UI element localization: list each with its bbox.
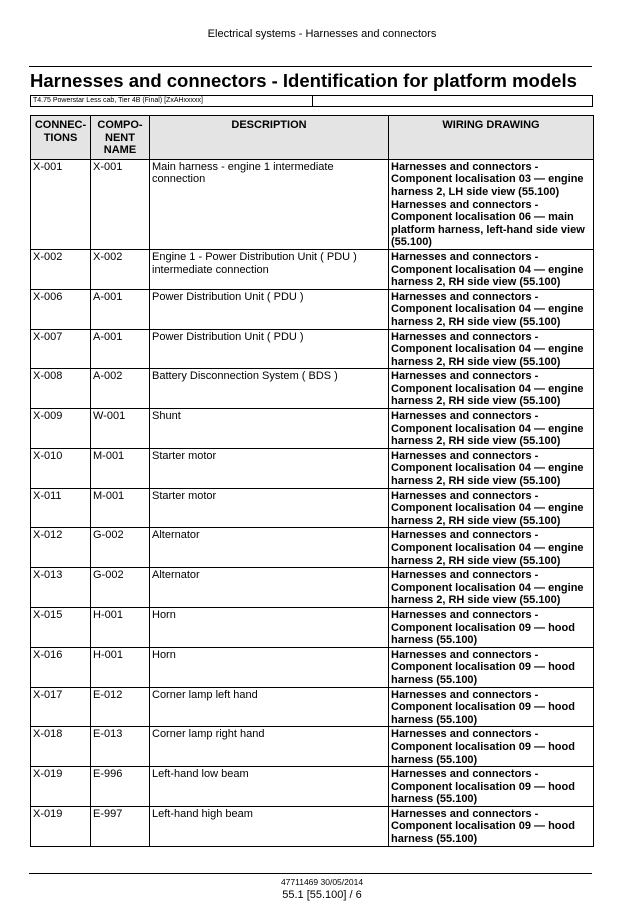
model-box-blank [313, 96, 592, 106]
wiring-drawing-cell: Harnesses and connectors - Component localisation 04 — engine harness 2, RH side view (55.100) [389, 289, 594, 329]
connectors-table [30, 115, 594, 847]
connection-cell: X-002 [31, 249, 91, 289]
header-connections [31, 116, 91, 160]
connection-cell: X-019 [31, 767, 91, 807]
component-cell: E-996 [91, 767, 150, 807]
description-cell: Left-hand high beam [150, 806, 389, 846]
table-row [31, 528, 594, 568]
description-cell: Engine 1 - Power Distribution Unit ( PDU ) intermediate connection [150, 249, 389, 289]
connection-cell: X-006 [31, 289, 91, 329]
component-cell: G-002 [91, 568, 150, 608]
component-cell: H-001 [91, 647, 150, 687]
component-cell: H-001 [91, 607, 150, 647]
description-cell: Power Distribution Unit ( PDU ) [150, 289, 389, 329]
table-row [31, 806, 594, 846]
connection-cell: X-018 [31, 727, 91, 767]
component-cell: M-001 [91, 448, 150, 488]
table-row [31, 607, 594, 647]
component-cell: X-001 [91, 159, 150, 249]
component-cell: E-013 [91, 727, 150, 767]
wiring-drawing-cell: Harnesses and connectors - Component localisation 04 — engine harness 2, RH side view (55.100) [389, 528, 594, 568]
table-row [31, 409, 594, 449]
connection-cell: X-008 [31, 369, 91, 409]
connection-cell: X-010 [31, 448, 91, 488]
description-cell: Shunt [150, 409, 389, 449]
component-cell: X-002 [91, 249, 150, 289]
component-cell: A-002 [91, 369, 150, 409]
table-header-row [31, 116, 594, 160]
table-row [31, 568, 594, 608]
table-row [31, 647, 594, 687]
wiring-drawing-cell: Harnesses and connectors - Component localisation 04 — engine harness 2, RH side view (55.100) [389, 488, 594, 528]
connection-cell: X-015 [31, 607, 91, 647]
table-row [31, 687, 594, 727]
table-row [31, 488, 594, 528]
wiring-drawing-cell: Harnesses and connectors - Component localisation 09 — hood harness (55.100) [389, 806, 594, 846]
connection-cell: X-012 [31, 528, 91, 568]
table-row [31, 727, 594, 767]
description-cell: Alternator [150, 568, 389, 608]
bottom-divider [29, 873, 592, 874]
wiring-drawing-cell: Harnesses and connectors - Component localisation 09 — hood harness (55.100) [389, 687, 594, 727]
model-line: T4.75 Powerstar Less cab, Tier 4B (Final) [ZxAHxxxxx] [31, 96, 313, 106]
wiring-drawing-cell: Harnesses and connectors - Component localisation 09 — hood harness (55.100) [389, 727, 594, 767]
wiring-drawing-cell: Harnesses and connectors - Component localisation 09 — hood harness (55.100) [389, 607, 594, 647]
wiring-drawing-cell: Harnesses and connectors - Component localisation 03 — engine harness 2, LH side view (55.100) Harnesses and connectors - Component localisation 06 — main platform harness, left-hand side view (55.100) [389, 159, 594, 249]
table-row [31, 369, 594, 409]
component-cell: W-001 [91, 409, 150, 449]
footer-doc-ref: 47711469 30/05/2014 [280, 877, 364, 887]
component-cell: A-001 [91, 289, 150, 329]
wiring-drawing-cell: Harnesses and connectors - Component localisation 04 — engine harness 2, RH side view (55.100) [389, 329, 594, 369]
header-connections-label: CONNEC- TIONS [34, 119, 87, 144]
wiring-drawing-cell: Harnesses and connectors - Component localisation 09 — hood harness (55.100) [389, 647, 594, 687]
connection-cell: X-013 [31, 568, 91, 608]
top-divider [29, 66, 592, 67]
component-cell: A-001 [91, 329, 150, 369]
footer-page-ref: 55.1 [55.100] / 6 [282, 889, 362, 901]
connection-cell: X-011 [31, 488, 91, 528]
description-cell: Corner lamp left hand [150, 687, 389, 727]
page-title: Harnesses and connectors - Identification for platform models [30, 70, 577, 91]
wiring-drawing-cell: Harnesses and connectors - Component localisation 04 — engine harness 2, RH side view (55.100) [389, 369, 594, 409]
table-row [31, 289, 594, 329]
connection-cell: X-009 [31, 409, 91, 449]
wiring-drawing-cell: Harnesses and connectors - Component localisation 04 — engine harness 2, RH side view (55.100) [389, 568, 594, 608]
description-cell: Power Distribution Unit ( PDU ) [150, 329, 389, 369]
connection-cell: X-016 [31, 647, 91, 687]
wiring-drawing-cell: Harnesses and connectors - Component localisation 04 — engine harness 2, RH side view (55.100) [389, 409, 594, 449]
table-body [31, 159, 594, 846]
running-header: Electrical systems - Harnesses and connectors [207, 28, 437, 40]
connection-cell: X-007 [31, 329, 91, 369]
table-row [31, 767, 594, 807]
description-cell: Main harness - engine 1 intermediate connection [150, 159, 389, 249]
description-cell: Starter motor [150, 488, 389, 528]
wiring-drawing-cell: Harnesses and connectors - Component localisation 04 — engine harness 2, RH side view (55.100) [389, 448, 594, 488]
header-component-name [91, 116, 150, 160]
description-cell: Horn [150, 607, 389, 647]
connection-cell: X-019 [31, 806, 91, 846]
table-row [31, 448, 594, 488]
wiring-drawing-cell: Harnesses and connectors - Component localisation 04 — engine harness 2, RH side view (55.100) [389, 249, 594, 289]
connection-cell: X-001 [31, 159, 91, 249]
description-cell: Horn [150, 647, 389, 687]
table-row [31, 329, 594, 369]
wiring-drawing-cell: Harnesses and connectors - Component localisation 09 — hood harness (55.100) [389, 767, 594, 807]
table-row [31, 159, 594, 249]
table-row [31, 249, 594, 289]
description-cell: Starter motor [150, 448, 389, 488]
description-cell: Left-hand low beam [150, 767, 389, 807]
description-cell: Battery Disconnection System ( BDS ) [150, 369, 389, 409]
header-wiring-drawing: WIRING DRAWING [389, 116, 594, 160]
component-cell: E-997 [91, 806, 150, 846]
component-cell: G-002 [91, 528, 150, 568]
component-cell: E-012 [91, 687, 150, 727]
header-component-label: COMPO- NENT NAME [97, 119, 143, 157]
connection-cell: X-017 [31, 687, 91, 727]
header-description: DESCRIPTION [150, 116, 389, 160]
description-cell: Corner lamp right hand [150, 727, 389, 767]
component-cell: M-001 [91, 488, 150, 528]
description-cell: Alternator [150, 528, 389, 568]
model-applicability-box [30, 95, 593, 107]
